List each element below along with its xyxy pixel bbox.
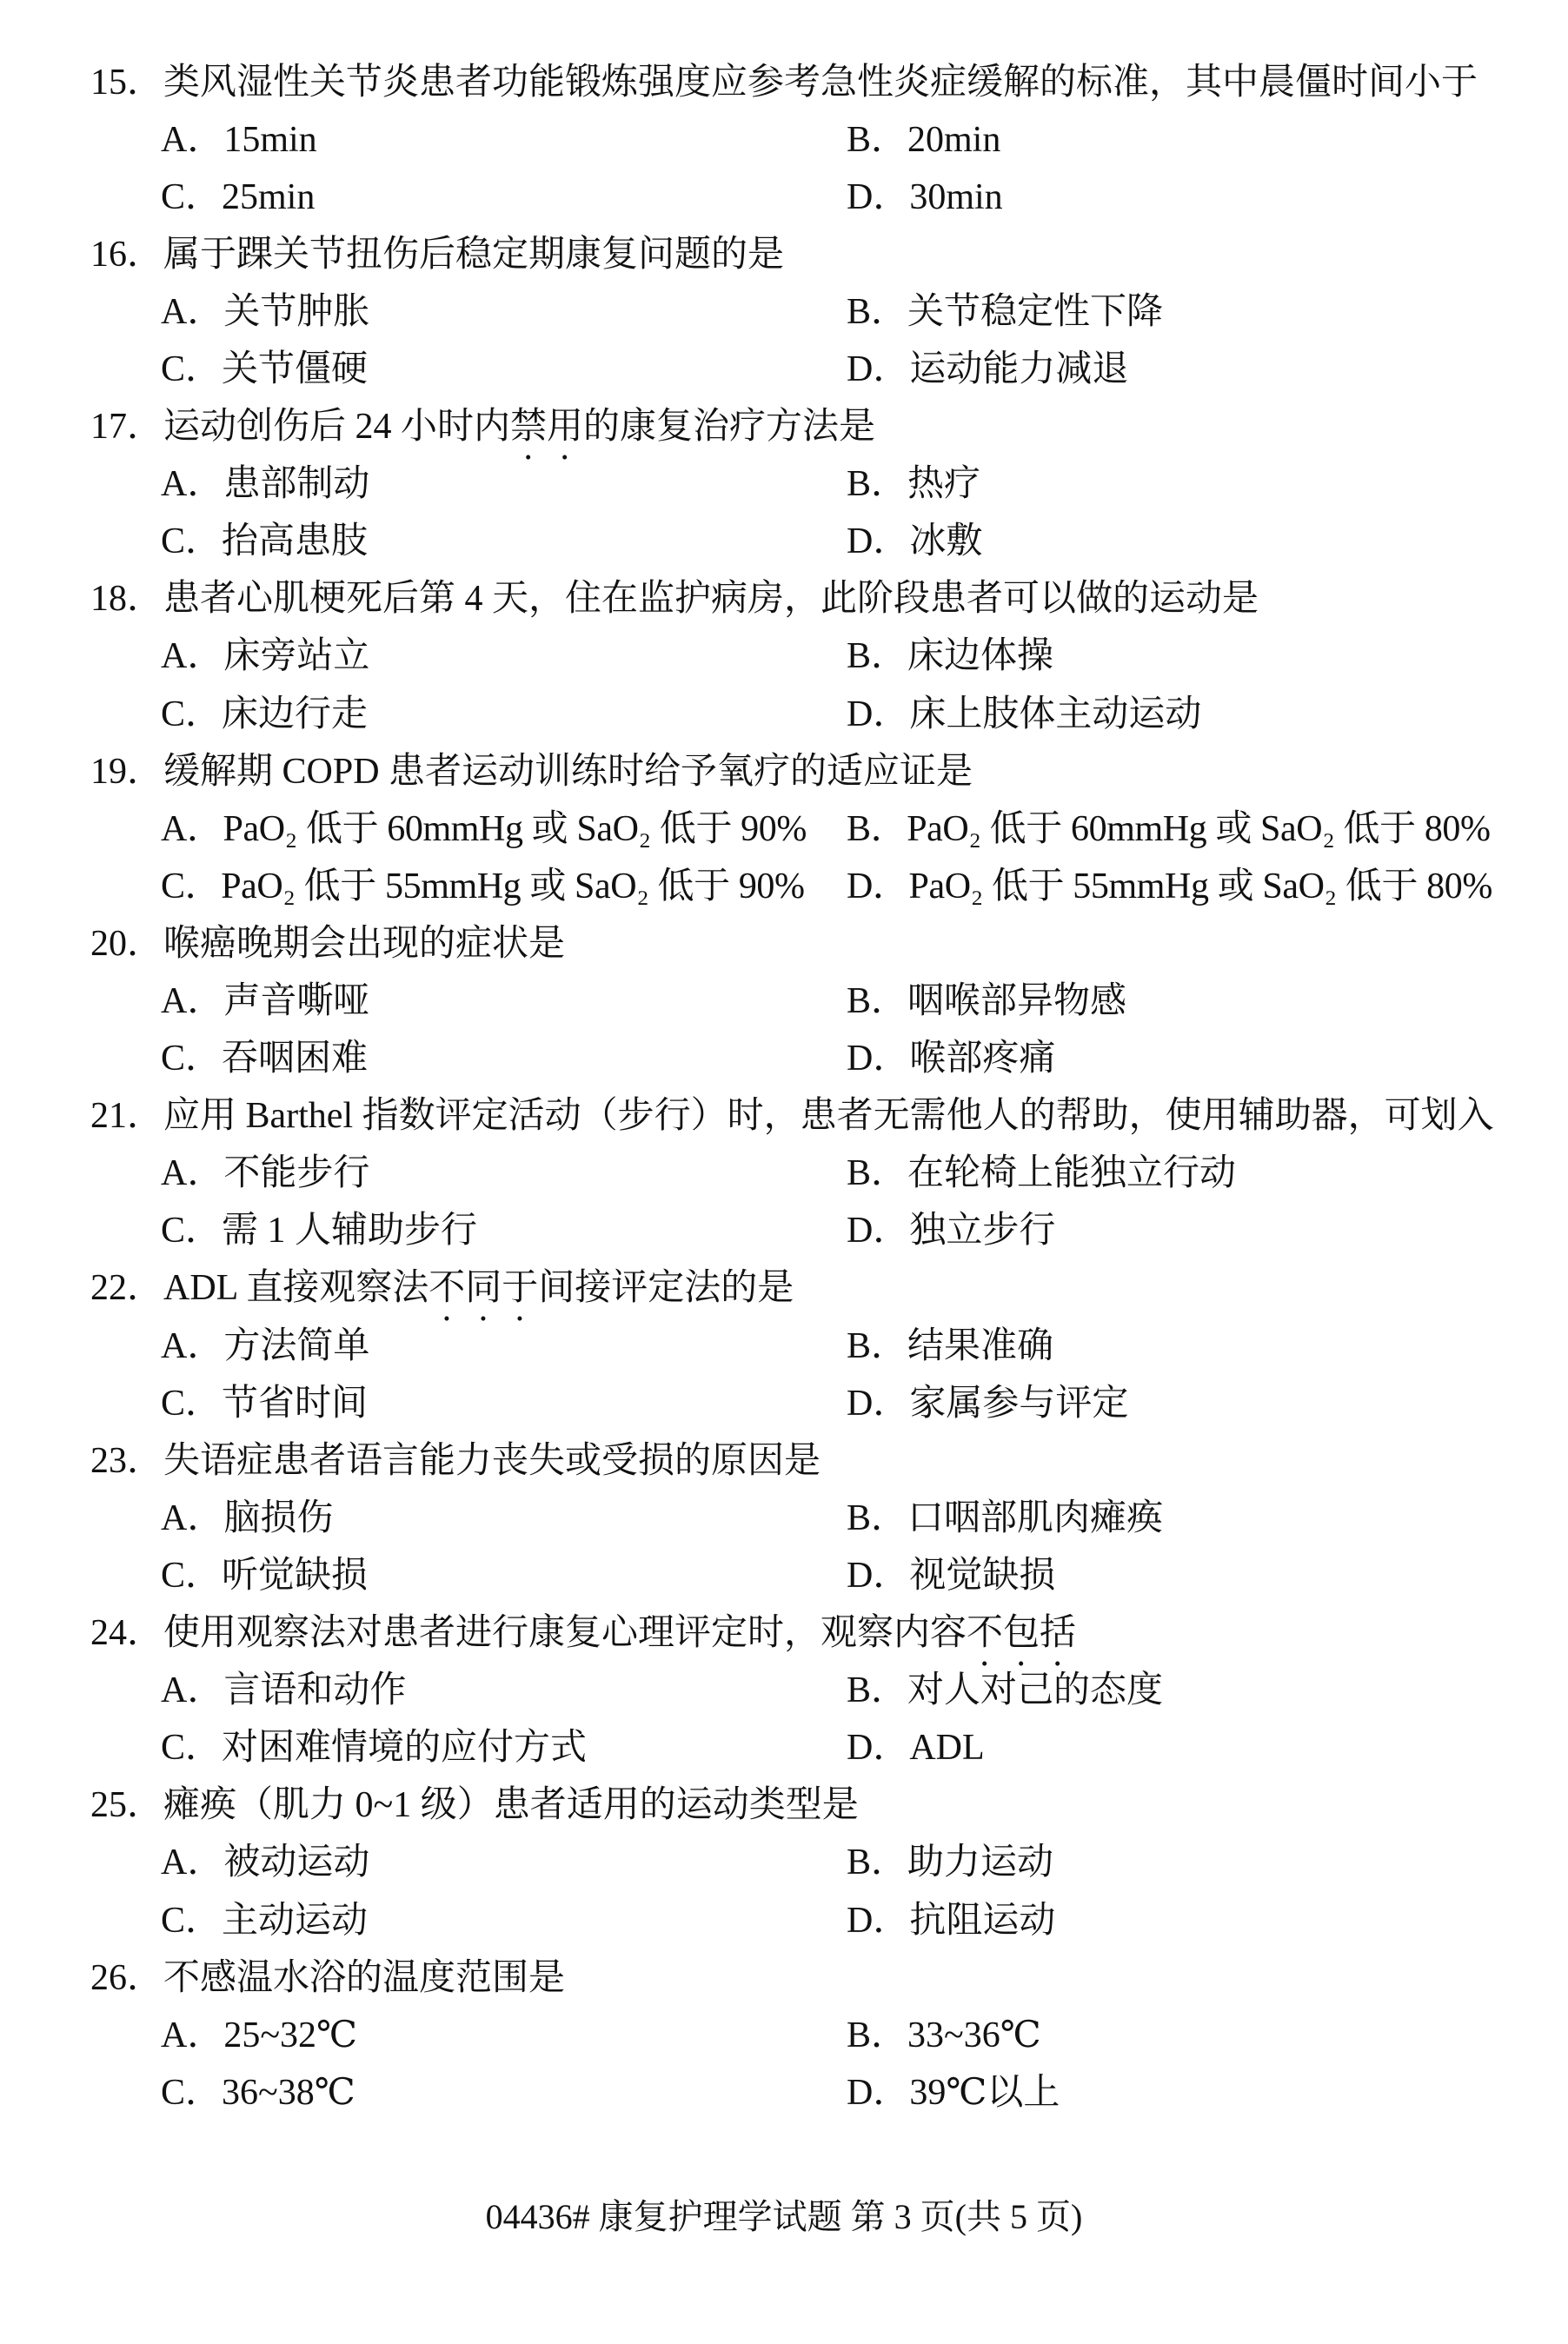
question-number: 18． bbox=[90, 579, 164, 620]
option-d: D．冰敷 bbox=[847, 521, 983, 562]
question-number: 22． bbox=[90, 1268, 164, 1309]
question-stem: 瘫痪（肌力 0~1 级）患者适用的运动类型是 bbox=[163, 1785, 859, 1826]
question-stem-row bbox=[0, 226, 1568, 283]
option-d: D．抗阻运动 bbox=[847, 1900, 1056, 1941]
question-number: 20． bbox=[90, 923, 164, 964]
question-24 bbox=[0, 1604, 1568, 1776]
question-stem-row bbox=[0, 743, 1568, 800]
option-row bbox=[0, 1318, 1568, 1375]
question-stem-row bbox=[0, 915, 1568, 973]
option-d: D．ADL bbox=[847, 1728, 985, 1769]
option-b: B．关节稳定性下降 bbox=[847, 291, 1164, 332]
option-a: A．声音嘶哑 bbox=[161, 981, 370, 1021]
option-c: C．抬高患肢 bbox=[161, 521, 369, 562]
question-stem-row bbox=[0, 1087, 1568, 1145]
option-c: C．关节僵硬 bbox=[161, 349, 369, 389]
option-a: A．脑损伤 bbox=[161, 1497, 334, 1538]
option-b: B．热疗 bbox=[847, 464, 981, 505]
option-row bbox=[0, 800, 1568, 858]
option-row bbox=[0, 283, 1568, 341]
question-number: 26． bbox=[90, 1957, 164, 1998]
option-row bbox=[0, 2064, 1568, 2122]
option-b: B．20min bbox=[847, 119, 1001, 160]
option-c: C．吞咽困难 bbox=[161, 1039, 369, 1079]
option-a: A．被动运动 bbox=[161, 1843, 370, 1883]
emphasized-text: 不包括 bbox=[967, 1613, 1077, 1654]
question-stem: 应用 Barthel 指数评定活动（步行）时，患者无需他人的帮助，使用辅助器，可划入 bbox=[163, 1096, 1494, 1137]
question-number: 21． bbox=[90, 1096, 164, 1137]
question-16 bbox=[0, 226, 1568, 398]
question-number: 15． bbox=[90, 62, 164, 103]
emphasized-text: 不同于 bbox=[429, 1268, 539, 1309]
option-row bbox=[0, 1145, 1568, 1202]
question-number: 24． bbox=[90, 1613, 164, 1654]
question-21 bbox=[0, 1087, 1568, 1259]
question-23 bbox=[0, 1432, 1568, 1604]
option-c: C．主动运动 bbox=[161, 1900, 369, 1941]
option-c: C．需 1 人辅助步行 bbox=[161, 1211, 478, 1252]
question-15 bbox=[0, 54, 1568, 226]
option-b: B．口咽部肌肉瘫痪 bbox=[847, 1497, 1164, 1538]
option-row bbox=[0, 111, 1568, 169]
question-stem-text: 运动创伤后 24 小时内 bbox=[163, 407, 511, 448]
option-a: A．患部制动 bbox=[161, 464, 370, 505]
option-c: C．PaO₂ 低于 55mmHg 或 SaO₂ 低于 90% bbox=[161, 866, 805, 906]
question-18 bbox=[0, 570, 1568, 742]
question-stem: 缓解期 COPD 患者运动训练时给予氧疗的适应证是 bbox=[163, 751, 973, 792]
question-stem-row bbox=[0, 54, 1568, 111]
option-d: D．视觉缺损 bbox=[847, 1555, 1056, 1596]
page-footer: 04436# 康复护理学试题 第 3 页(共 5 页) bbox=[485, 2197, 1083, 2236]
question-stem-text: 间接评定法的是 bbox=[538, 1268, 794, 1309]
option-d: D．床上肢体主动运动 bbox=[847, 694, 1202, 734]
option-b: B．咽喉部异物感 bbox=[847, 981, 1127, 1021]
option-a: A．25~32℃ bbox=[161, 2015, 358, 2055]
question-stem: 属于踝关节扭伤后稳定期康复问题的是 bbox=[163, 234, 785, 275]
option-c: C．对困难情境的应付方式 bbox=[161, 1728, 588, 1769]
option-row bbox=[0, 858, 1568, 915]
question-stem-row bbox=[0, 1776, 1568, 1834]
option-d: D．运动能力减退 bbox=[847, 349, 1129, 389]
option-d: D．独立步行 bbox=[847, 1211, 1056, 1252]
question-25 bbox=[0, 1776, 1568, 1949]
question-number: 17． bbox=[90, 407, 164, 448]
option-c: C．25min bbox=[161, 176, 316, 217]
option-row bbox=[0, 341, 1568, 398]
option-row bbox=[0, 1030, 1568, 1087]
question-stem-text: 的康复治疗方法是 bbox=[583, 407, 876, 448]
question-stem-row bbox=[0, 398, 1568, 455]
option-a: A．言语和动作 bbox=[161, 1670, 407, 1711]
option-a: A．PaO₂ 低于 60mmHg 或 SaO₂ 低于 90% bbox=[161, 808, 807, 849]
option-row bbox=[0, 2007, 1568, 2064]
question-number: 19． bbox=[90, 751, 164, 792]
question-number: 25． bbox=[90, 1785, 164, 1826]
question-stem: 喉癌晚期会出现的症状是 bbox=[163, 923, 566, 964]
question-stem: 失语症患者语言能力丧失或受损的原因是 bbox=[163, 1440, 821, 1481]
question-20 bbox=[0, 915, 1568, 1087]
question-26 bbox=[0, 1949, 1568, 2122]
option-row bbox=[0, 1490, 1568, 1547]
question-stem-text: ADL 直接观察法 bbox=[163, 1268, 429, 1309]
option-row bbox=[0, 169, 1568, 226]
option-d: D．30min bbox=[847, 176, 1003, 217]
question-number: 16． bbox=[90, 234, 164, 275]
question-stem: 不感温水浴的温度范围是 bbox=[163, 1957, 566, 1998]
option-a: A．关节肿胀 bbox=[161, 291, 370, 332]
option-b: B．33~36℃ bbox=[847, 2015, 1041, 2055]
option-a: A．床旁站立 bbox=[161, 636, 370, 677]
option-d: D．39℃以上 bbox=[847, 2072, 1060, 2113]
option-c: C．床边行走 bbox=[161, 694, 369, 734]
option-row bbox=[0, 513, 1568, 570]
option-b: B．助力运动 bbox=[847, 1843, 1054, 1883]
question-22 bbox=[0, 1259, 1568, 1431]
option-row bbox=[0, 1547, 1568, 1604]
question-stem-row bbox=[0, 1949, 1568, 2007]
option-a: A．15min bbox=[161, 119, 317, 160]
option-row bbox=[0, 973, 1568, 1030]
question-17 bbox=[0, 398, 1568, 570]
option-a: A．方法简单 bbox=[161, 1325, 370, 1366]
option-row bbox=[0, 1892, 1568, 1949]
question-number: 23． bbox=[90, 1440, 164, 1481]
option-d: D．喉部疼痛 bbox=[847, 1039, 1056, 1079]
option-row bbox=[0, 628, 1568, 685]
question-stem-row bbox=[0, 1432, 1568, 1490]
option-b: B．在轮椅上能独立行动 bbox=[847, 1153, 1237, 1194]
option-row bbox=[0, 1662, 1568, 1719]
question-stem: 类风湿性关节炎患者功能锻炼强度应参考急性炎症缓解的标准，其中晨僵时间小于 bbox=[163, 62, 1478, 103]
option-row bbox=[0, 1834, 1568, 1891]
question-list bbox=[0, 54, 1568, 2122]
option-b: B．对人对己的态度 bbox=[847, 1670, 1164, 1711]
option-c: C．36~38℃ bbox=[161, 2072, 355, 2113]
question-stem: 患者心肌梗死后第 4 天，住在监护病房，此阶段患者可以做的运动是 bbox=[163, 579, 1259, 620]
option-row bbox=[0, 1719, 1568, 1776]
question-stem-text: 使用观察法对患者进行康复心理评定时，观察内容 bbox=[163, 1613, 967, 1654]
option-c: C．听觉缺损 bbox=[161, 1555, 369, 1596]
question-stem-row bbox=[0, 1259, 1568, 1317]
question-19 bbox=[0, 743, 1568, 915]
option-row bbox=[0, 686, 1568, 743]
option-row bbox=[0, 1202, 1568, 1259]
option-b: B．结果准确 bbox=[847, 1325, 1054, 1366]
question-stem-row bbox=[0, 1604, 1568, 1662]
option-a: A．不能步行 bbox=[161, 1153, 370, 1194]
question-stem-row bbox=[0, 570, 1568, 628]
option-b: B．床边体操 bbox=[847, 636, 1054, 677]
option-b: B．PaO₂ 低于 60mmHg 或 SaO₂ 低于 80% bbox=[847, 808, 1491, 849]
option-d: D．PaO₂ 低于 55mmHg 或 SaO₂ 低于 80% bbox=[847, 866, 1492, 906]
option-d: D．家属参与评定 bbox=[847, 1383, 1129, 1424]
option-row bbox=[0, 1375, 1568, 1432]
option-row bbox=[0, 455, 1568, 513]
emphasized-text: 禁用 bbox=[510, 407, 584, 448]
option-c: C．节省时间 bbox=[161, 1383, 369, 1424]
